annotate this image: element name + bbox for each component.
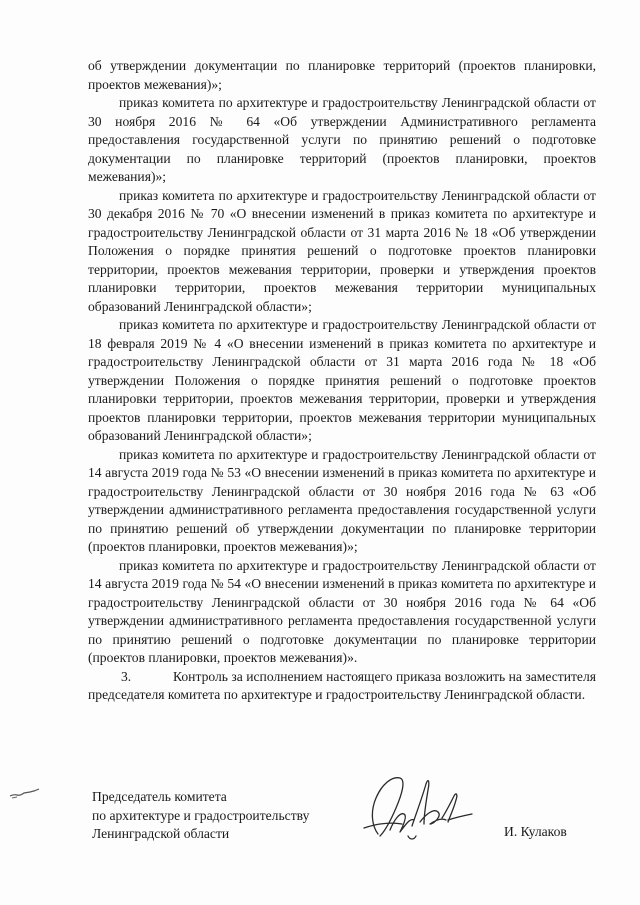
paragraph-continuation: об утверждении документации по планировке территорий (проектов планировки, проектов межевания)»; xyxy=(88,58,596,92)
signer-title-line: Председатель комитета xyxy=(92,789,227,804)
paragraph-order-64: приказ комитета по архитектуре и градостроительству Ленинградской области от 30 ноября 2016 № 64 «Об утверждении Административного регламента предоставления государственной услуги по принятию решений о подготовке документации по планировке территорий (проектов планировки, проектов межевания)»; xyxy=(88,95,596,184)
handwritten-signature xyxy=(350,768,480,848)
paragraph-order-70: приказ комитета по архитектуре и градостроительству Ленинградской области от 30 декабря 2016 № 70 «О внесении изменений в приказ комитета по архитектуре и градостроительству Ленинградской области от 31 марта 2016 № 18 «Об утверждении Положения о порядке принятия решений о подготовке проектов планировки территории, проектов межевания территории, проверки и утверждения проектов планировки территории, проектов межевания территории муниципальных образований Ленинградской области»; xyxy=(88,187,596,314)
margin-mark-icon xyxy=(8,786,42,802)
paragraph-control-item xyxy=(88,668,596,705)
paragraph-order-4: приказ комитета по архитектуре и градостроительству Ленинградской области от 18 февраля 2019 № 4 «О внесении изменений в приказ комитета по архитектуре и градостроительству Ленинградской области от 31 марта 2016 года № 18 «Об утверждении Положения о порядке принятия решений о подготовке проектов планировки территории, проектов межевания территории, проверки и утверждения проектов планировки территории, проектов межевания территории муниципальных образований Ленинградской области»; xyxy=(88,317,596,443)
paragraph-order-53: приказ комитета по архитектуре и градостроительству Ленинградской области от 14 августа 2019 года № 53 «О внесении изменений в приказ комитета по архитектуре и градостроительству Ленинградской области от 30 ноября 2016 года № 63 «Об утверждении административного регламента предоставления государственной услуги по принятию решений об утверждении документации по планировке территории (проектов планировки, проектов межевания)»; xyxy=(88,446,596,554)
signer-title-line: Ленинградской области xyxy=(92,826,230,841)
signer-title xyxy=(92,788,309,844)
item-text: Контроль за исполнением настоящего приказа возложить на заместителя председателя комитета по архитектуре и градостроительству Ленинградской области. xyxy=(88,668,596,702)
item-number: 3. xyxy=(121,668,132,684)
signer-title-line: по архитектуре и градостроительству xyxy=(92,807,310,823)
paragraph-order-54: приказ комитета по архитектуре и градостроительству Ленинградской области от 14 августа 2019 года № 54 «О внесении изменений в приказ комитета по архитектуре и градостроительству Ленинградской области от 30 ноября 2016 года № 64 «Об утверждении административного регламента предоставления государственной услуги по принятию решений о подготовке документации по планировке территории (проектов планировки, проектов межевания)». xyxy=(88,557,596,665)
signer-name: И. Кулаков xyxy=(504,824,567,839)
document-body xyxy=(88,57,596,705)
